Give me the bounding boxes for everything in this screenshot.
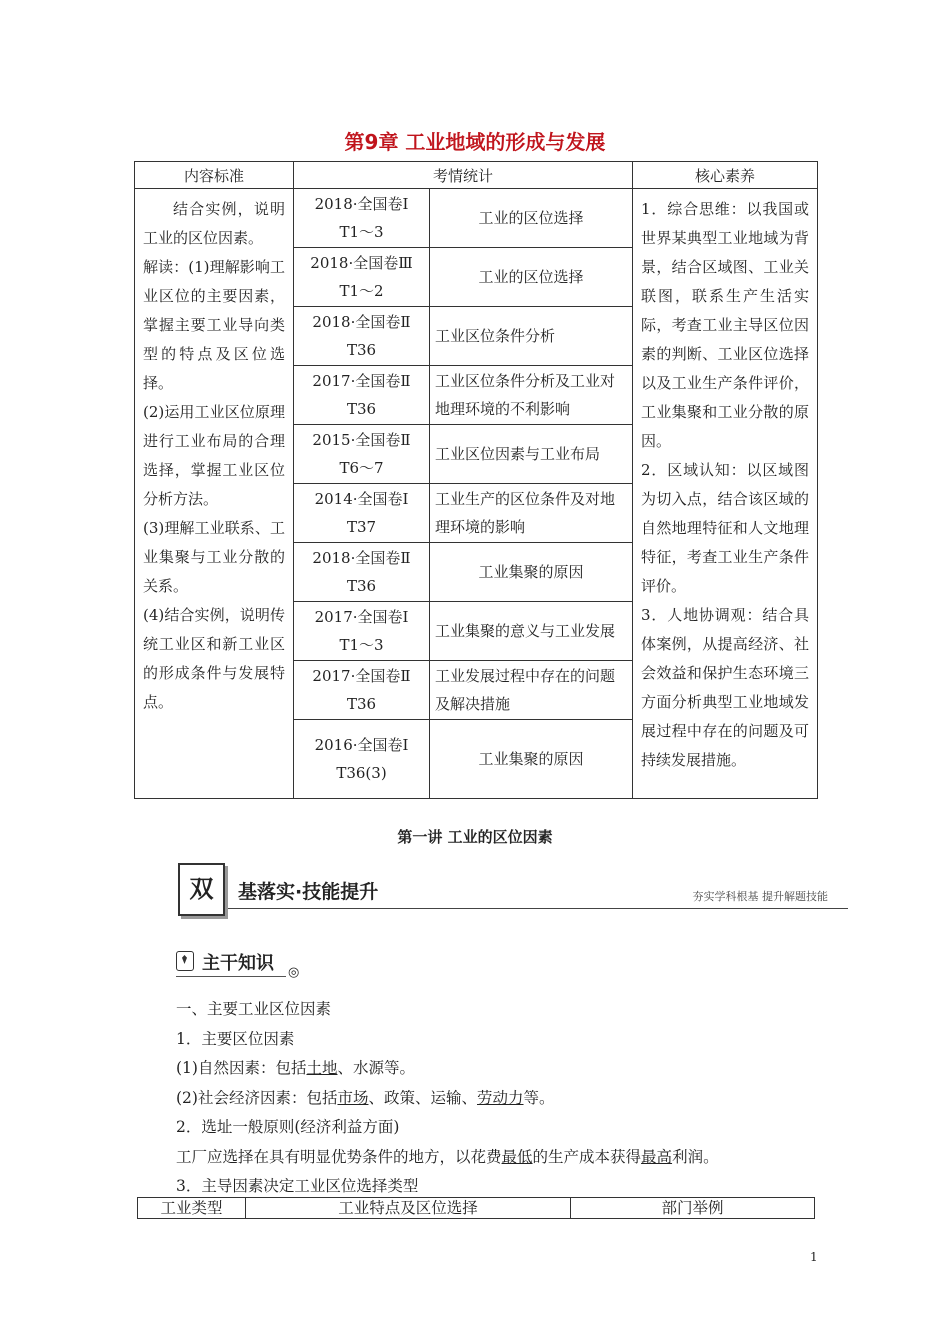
- body-line: 2．选址一般原则(经济利益方面): [176, 1118, 400, 1136]
- exam-source-cell: 2017·全国卷Ⅰ T1～3: [294, 602, 430, 661]
- literacy-paragraph: 1．综合思维：以我国或世界某典型工业地域为背景，结合区域图、工业关联图，联系生产生活实际，考查工业主导区位因素的判断、工业区位选择以及工业生产条件评价，工业集聚和工业分散的原因。: [641, 200, 810, 450]
- exam-topic-cell: 工业集聚的原因: [430, 543, 633, 602]
- exam-topic-cell: 工业区位因素与工业布局: [430, 425, 633, 484]
- section-banner: [176, 861, 848, 915]
- exam-source-cell: 2018·全国卷Ⅲ T1～2: [294, 248, 430, 307]
- standard-paragraph: (2)运用工业区位原理进行工业布局的合理选择，掌握工业区位分析方法。: [143, 403, 285, 508]
- standard-paragraph: 结合实例，说明工业的区位因素。: [143, 200, 285, 247]
- header-industry-type: 工业类型: [138, 1198, 246, 1219]
- overview-table: [134, 161, 818, 799]
- banner-subtitle: 夯实学科根基 提升解题技能: [692, 890, 828, 903]
- literacy-paragraph: 3．人地协调观：结合具体案例，从提高经济、社会效益和保护生态环境三方面分析典型工业地域发展过程中存在的问题及可持续发展措施。: [641, 606, 810, 769]
- chapter-title: 第9章 工业地域的形成与发展: [344, 130, 606, 154]
- exam-topic-cell: 工业区位条件分析及工业对地理环境的不利影响: [430, 366, 633, 425]
- table-row: [135, 189, 818, 248]
- header-content-standard: 内容标准: [135, 162, 294, 189]
- body-text: [176, 995, 826, 1202]
- section-label: 主干知识: [202, 953, 274, 974]
- core-literacy-cell: [633, 189, 818, 799]
- underlined-answer: 劳动力: [477, 1088, 524, 1107]
- standard-paragraph: (4)结合实例，说明传统工业区和新工业区的形成条件与发展特点。: [143, 606, 285, 711]
- header-features: 工业特点及区位选择: [246, 1198, 571, 1219]
- exam-topic-cell: 工业发展过程中存在的问题及解决措施: [430, 661, 633, 720]
- underlined-answer: 土地: [306, 1059, 338, 1077]
- standard-paragraph: 解读：(1)理解影响工业区位的主要因素，掌握主要工业导向类型的特点及区位选择。: [143, 258, 285, 392]
- exam-topic-cell: 工业的区位选择: [430, 248, 633, 307]
- header-exam-stats: 考情统计: [294, 162, 633, 189]
- page-number: 1: [810, 1250, 818, 1264]
- underlined-answer: 最高: [641, 1147, 673, 1166]
- body-line: 工厂应选择在具有明显优势条件的地方，以花费最低的生产成本获得最高利润。: [176, 1147, 719, 1166]
- exam-source-cell: 2014·全国卷Ⅰ T37: [294, 484, 430, 543]
- section-underline: [176, 976, 286, 977]
- body-line: 1．主要区位因素: [176, 1029, 295, 1048]
- exam-topic-cell: 工业的区位选择: [430, 189, 633, 248]
- standard-paragraph: (3)理解工业联系、工业集聚与工业分散的关系。: [143, 519, 285, 595]
- exam-source-cell: 2015·全国卷Ⅱ T6～7: [294, 425, 430, 484]
- literacy-paragraph: 2．区域认知：以区域图为切入点，结合该区域的自然地理特征和人文地理特征，考查工业生产条件评价。: [641, 461, 810, 595]
- types-header-row: [138, 1198, 815, 1219]
- exam-source-cell: 2018·全国卷Ⅱ T36: [294, 543, 430, 602]
- banner-divider: [228, 908, 848, 909]
- double-circle-mark: ◎: [288, 965, 300, 980]
- body-line: 一、主要工业区位因素: [176, 1000, 332, 1018]
- body-line: 3．主导因素决定工业区位选择类型: [176, 1177, 419, 1195]
- exam-topic-cell: 工业生产的区位条件及对地理环境的影响: [430, 484, 633, 543]
- header-examples: 部门举例: [571, 1198, 815, 1219]
- exam-source-cell: 2018·全国卷Ⅱ T36: [294, 307, 430, 366]
- lecture-title: 第一讲 工业的区位因素: [397, 828, 553, 846]
- exam-source-cell: 2017·全国卷Ⅱ T36: [294, 366, 430, 425]
- overview-header-row: [135, 162, 818, 189]
- main-knowledge-heading: [176, 949, 316, 979]
- body-line: (1)自然因素：包括土地、水源等。: [176, 1059, 415, 1077]
- exam-topic-cell: 工业集聚的意义与工业发展: [430, 602, 633, 661]
- pen-icon: [176, 951, 194, 971]
- content-standard-cell: [135, 189, 294, 799]
- banner-box-char: 双: [178, 863, 225, 916]
- underlined-answer: 市场: [337, 1088, 369, 1107]
- exam-topic-cell: 工业集聚的原因: [430, 720, 633, 799]
- exam-source-cell: 2018·全国卷Ⅰ T1～3: [294, 189, 430, 248]
- exam-source-cell: 2017·全国卷Ⅱ T36: [294, 661, 430, 720]
- banner-title: 基落实·技能提升: [238, 881, 379, 903]
- industry-types-table: [137, 1197, 815, 1219]
- exam-topic-cell: 工业区位条件分析: [430, 307, 633, 366]
- underlined-answer: 最低: [501, 1147, 533, 1166]
- body-line: (2)社会经济因素：包括市场、政策、运输、劳动力等。: [176, 1088, 555, 1107]
- header-core-literacy: 核心素养: [633, 162, 818, 189]
- exam-source-cell: 2016·全国卷Ⅰ T36(3): [294, 720, 430, 799]
